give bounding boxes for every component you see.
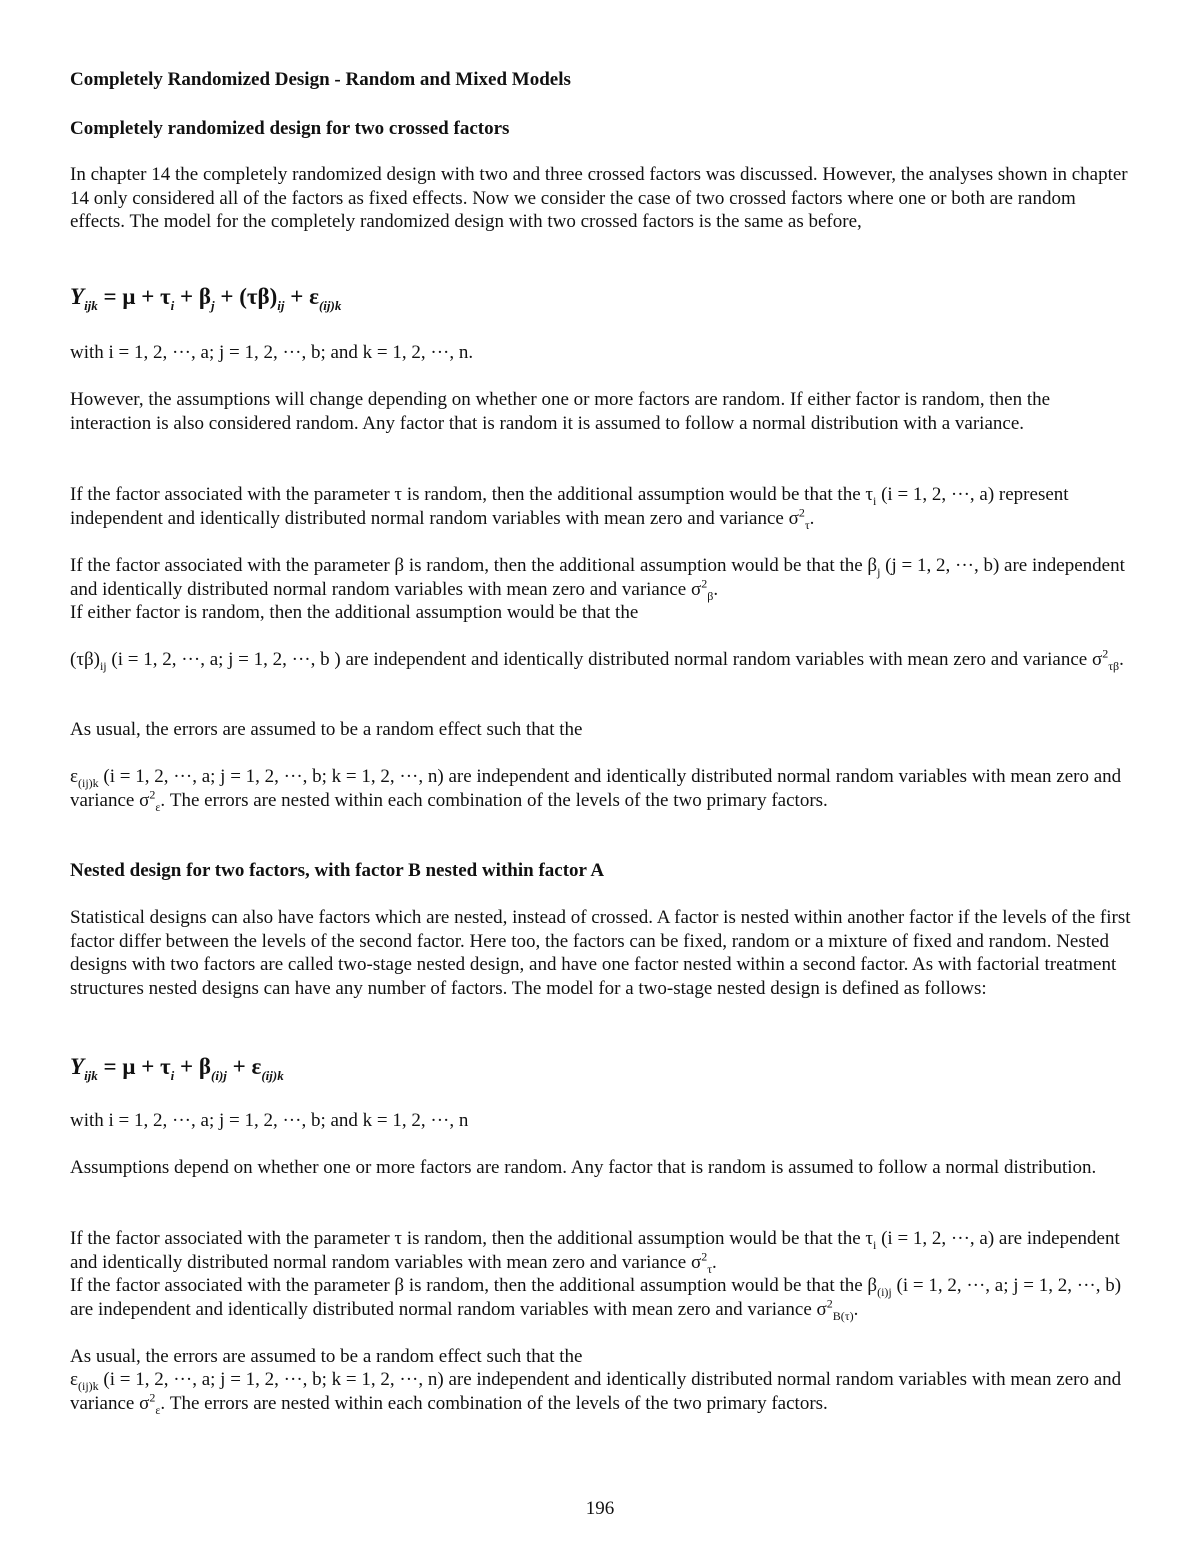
page-number: 196 [585,1498,615,1519]
section1-heading: Completely randomized design for two crossed factors [70,118,510,139]
section2-errors-assumption: $\varepsilon_{(ij)k}$ (i = 1, 2, ···, a; j = 1, 2, ···, b; k = 1, 2, ···, n) are independent and identically distributed normal random variables with mean zero and variance $\sigma^2_\varepsilon$. The errors are nested within each combination of the levels of the two primary factors. [70,1369,1122,1417]
equation-text: $Y_{ijk} = \mu + \tau_i + \beta_j + (\tau\beta)_{ij} + \varepsilon_{(ij)k}$ [70,284,342,313]
section1-errors-intro: As usual, the errors are assumed to be a random effect such that the [70,719,583,740]
section1-beta-assumption: If the factor associated with the parameter β is random, then the additional assumption would be that the $\beta_j$ (j = 1, 2, ···, b) are independent and identically distributed normal random variables with mean zero and variance $\sigma^2_\beta$. [70,555,1125,603]
section2-beta-assumption: If the factor associated with the parameter β is random, then the additional assumption would be that the $\beta_{(i)j}$ (i = 1, 2, ···, a; j = 1, 2, ···, b) are independent and identically distributed normal random variables with mean zero and variance $\sigma^2_{B(\tau)}$. [70,1275,1122,1323]
crossed-model-equation [70,283,341,311]
section1-interaction-assumption: $(\tau\beta)_{ij}$ (i = 1, 2, ···, a; j = 1, 2, ···, b ) are independent and identically distributed normal random variables with mean zero and variance $\sigma^2_{\tau\beta}$. [70,646,1124,673]
section2-tau-assumption: If the factor associated with the parameter τ is random, then the additional assumption would be that the $\tau_i$ (i = 1, 2, ···, a) are independent and identically distributed normal random variables with mean zero and variance $\sigma^2_\tau$. [70,1228,1120,1276]
section1-intro: In chapter 14 the completely randomized design with two and three crossed factors was discussed. However, the analyses shown in chapter 14 only considered all of the factors as fixed effects. Now we consider the case of two crossed factors where one or both are random effects. The model for the completely randomized design with two crossed factors is the same as before, [70,164,1128,232]
section1-assumptions-intro: However, the assumptions will change depending on whether one or more factors are random. If either factor is random, then the interaction is also considered random. Any factor that is random it is assumed to follow a normal distribution with a variance. [70,389,1051,434]
equation-text: $Y_{ijk} = \mu + \tau_i + \beta_{(i)j} + \varepsilon_{(ij)k}$ [70,1054,284,1083]
section2-errors-intro: As usual, the errors are assumed to be a random effect such that the [70,1346,583,1367]
section1-index-ranges: with i = 1, 2, ···, a; j = 1, 2, ···, b; and k = 1, 2, ···, n. [70,342,474,363]
nested-model-equation [70,1053,284,1081]
section1-errors-assumption: $\varepsilon_{(ij)k}$ (i = 1, 2, ···, a; j = 1, 2, ···, b; k = 1, 2, ···, n) are independent and identically distributed normal random variables with mean zero and variance $\sigma^2_\varepsilon$. The errors are nested within each combination of the levels of the two primary factors. [70,766,1122,814]
section2-assumptions-intro: Assumptions depend on whether one or more factors are random. Any factor that is random is assumed to follow a normal distribution. [70,1157,1097,1178]
section1-either-random: If either factor is random, then the additional assumption would be that the [70,602,639,623]
section2-heading: Nested design for two factors, with factor B nested within factor A [70,860,605,881]
section2-index-ranges: with i = 1, 2, ···, a; j = 1, 2, ···, b; and k = 1, 2, ···, n [70,1110,469,1131]
section2-intro: Statistical designs can also have factors which are nested, instead of crossed. A factor is nested within another factor if the levels of the first factor differ between the levels of the second factor. Here too, the factors can be fixed, random or a mixture of fixed and random. Nested designs with two factors are called two-stage nested design, and have one factor nested within a second factor. As with factorial treatment structures nested designs can have any number of factors. The model for a two-stage nested design is defined as follows: [70,907,1131,999]
document-title: Completely Randomized Design - Random and Mixed Models [70,69,571,90]
section1-tau-assumption: If the factor associated with the parameter τ is random, then the additional assumption would be that the $\tau_i$ (i = 1, 2, ···, a) represent independent and identically distributed normal random variables with mean zero and variance $\sigma^2_\tau$. [70,484,1069,532]
